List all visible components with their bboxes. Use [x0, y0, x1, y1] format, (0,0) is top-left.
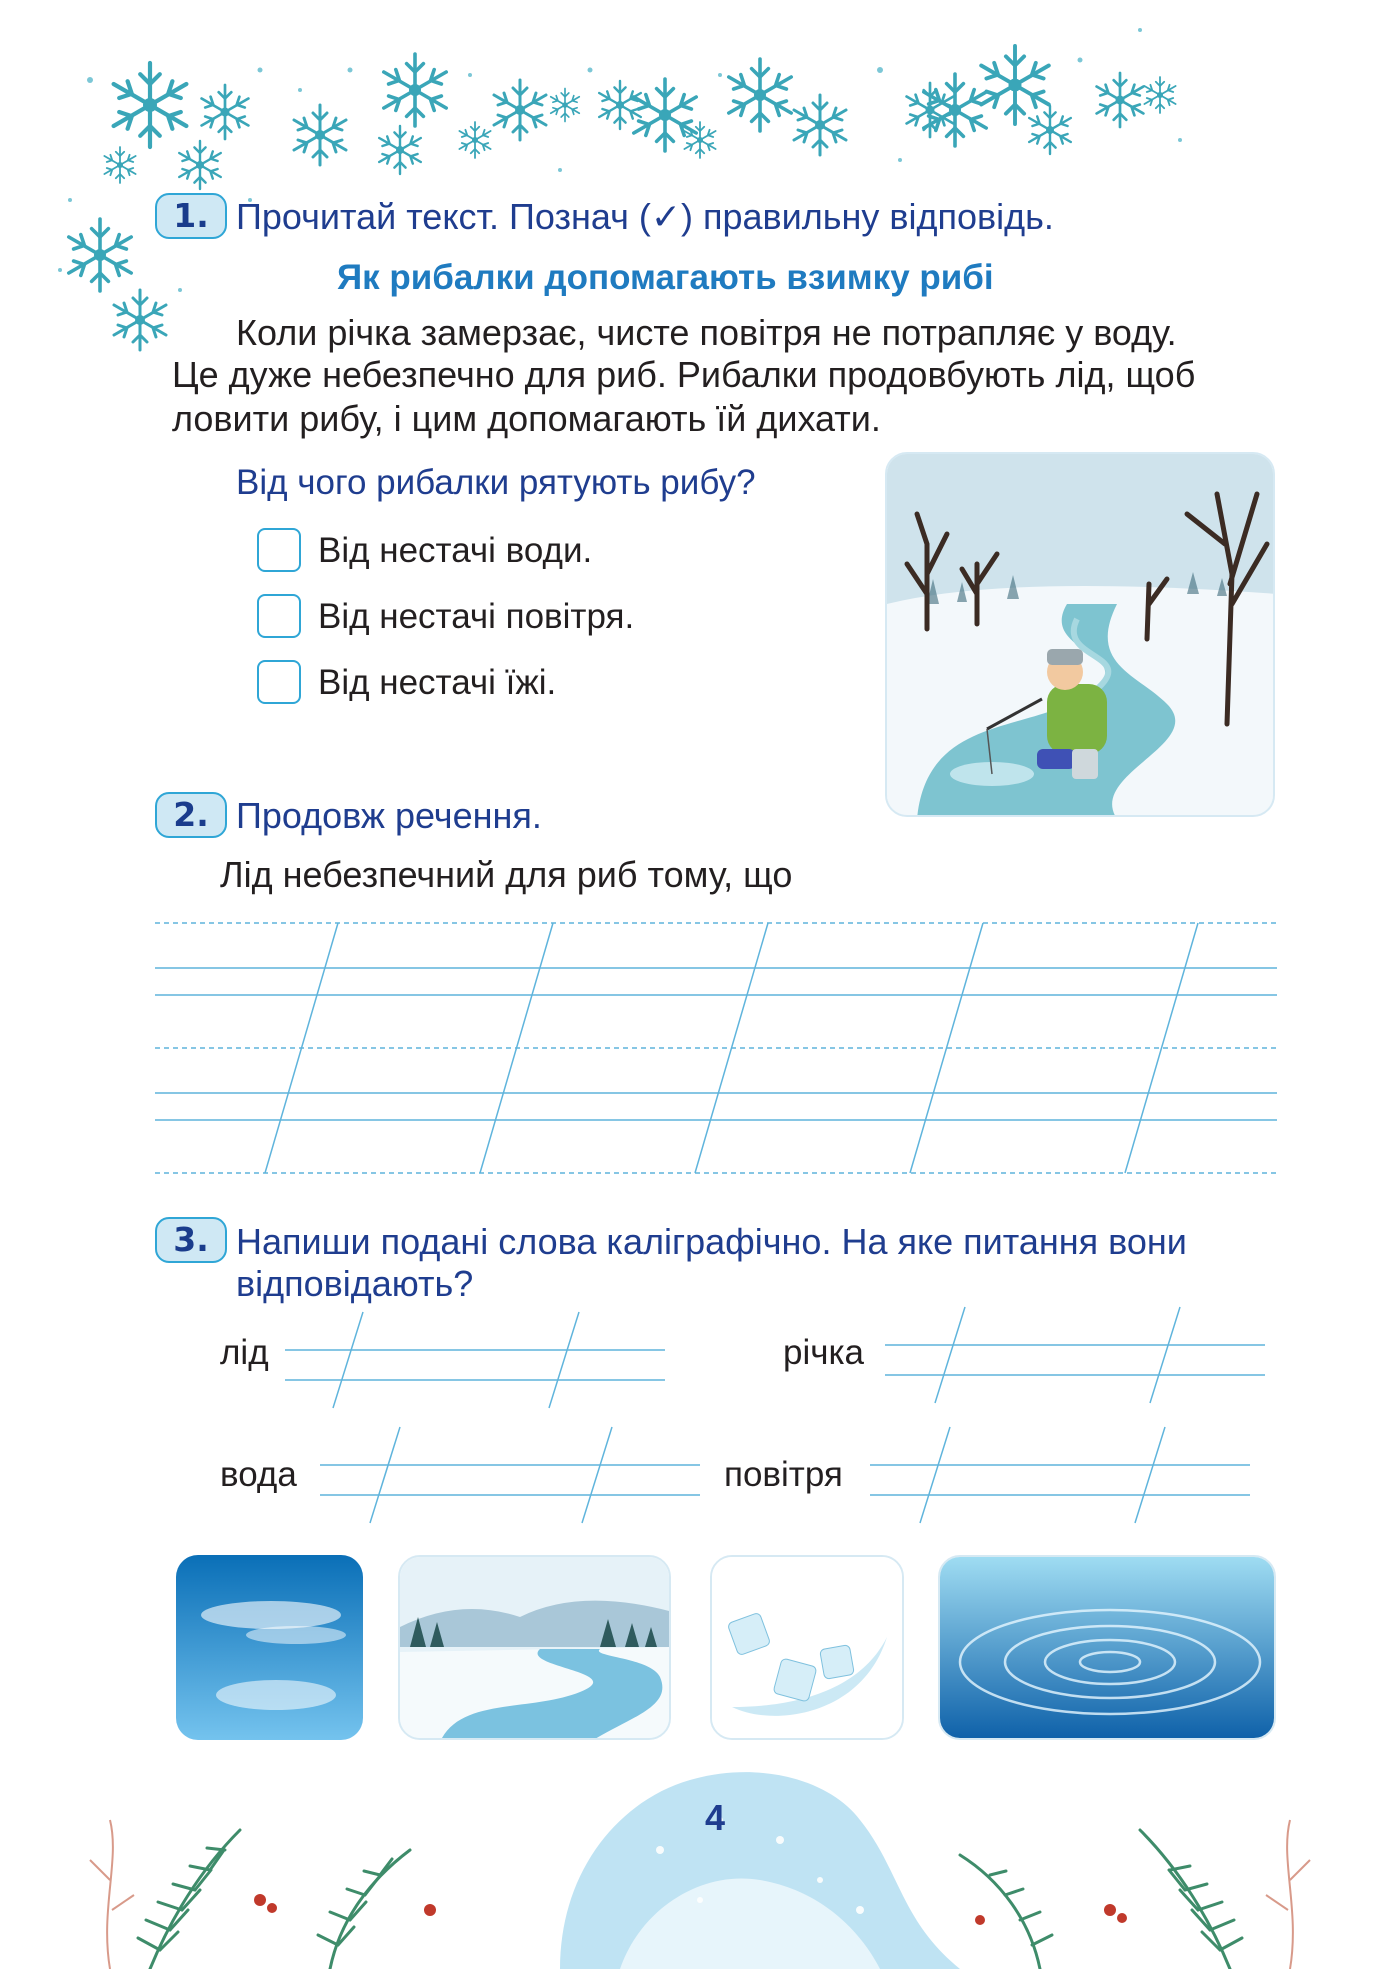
story-title: Як рибалки допомагають взимку рибі	[337, 258, 994, 297]
option-2-label: Від нестачі повітря.	[318, 597, 635, 636]
story-paragraph-line-3: ловити рибу, і цим допомагають їй дихати.	[172, 398, 881, 439]
story-paragraph-line-2: Це дуже небезпечно для риб. Рибалки продовбують лід, щоб	[172, 354, 1196, 395]
task-1-instruction: Прочитай текст. Познач (✓) правильну відповідь.	[236, 196, 1054, 237]
water-ripples-picture	[938, 1555, 1276, 1740]
footer-winter-decoration	[0, 1760, 1378, 1969]
air-sky-picture	[176, 1555, 363, 1740]
ice-cubes-picture	[710, 1555, 904, 1740]
task-2-number-badge: 2.	[155, 792, 227, 838]
page-number: 4	[704, 1797, 726, 1838]
word-richka-writing-lines[interactable]	[885, 1305, 1265, 1405]
ice-fishing-illustration	[885, 452, 1275, 817]
task-3-number-badge: 3.	[155, 1217, 227, 1263]
option-1-checkbox[interactable]	[257, 528, 301, 572]
task-2-sentence-start: Лід небезпечний для риб тому, що	[220, 854, 793, 895]
word-voda: вода	[220, 1455, 297, 1494]
task-3-instruction-line-2: відповідають?	[236, 1263, 474, 1304]
option-1-label: Від нестачі води.	[318, 531, 593, 570]
word-voda-writing-lines[interactable]	[320, 1425, 700, 1525]
snowflake-header-decoration	[0, 0, 1378, 360]
word-povitria: повітря	[724, 1455, 843, 1494]
option-3-label: Від нестачі їжі.	[318, 663, 557, 702]
task-2-instruction: Продовж речення.	[236, 795, 542, 836]
frozen-river-picture	[398, 1555, 671, 1740]
handwriting-lines-block[interactable]	[155, 915, 1277, 1185]
word-richka: річка	[783, 1333, 865, 1372]
story-paragraph-line-1: Коли річка замерзає, чисте повітря не потрапляє у воду.	[236, 312, 1177, 353]
option-3-checkbox[interactable]	[257, 660, 301, 704]
word-lid-writing-lines[interactable]	[285, 1310, 665, 1410]
word-lid: лід	[220, 1333, 269, 1372]
option-2-checkbox[interactable]	[257, 594, 301, 638]
task-3-instruction-line-1: Напиши подані слова каліграфічно. На яке питання вони	[236, 1221, 1187, 1262]
word-povitria-writing-lines[interactable]	[870, 1425, 1250, 1525]
task-1-question: Від чого рибалки рятують рибу?	[236, 463, 756, 502]
task-1-number-badge: 1.	[155, 193, 227, 239]
